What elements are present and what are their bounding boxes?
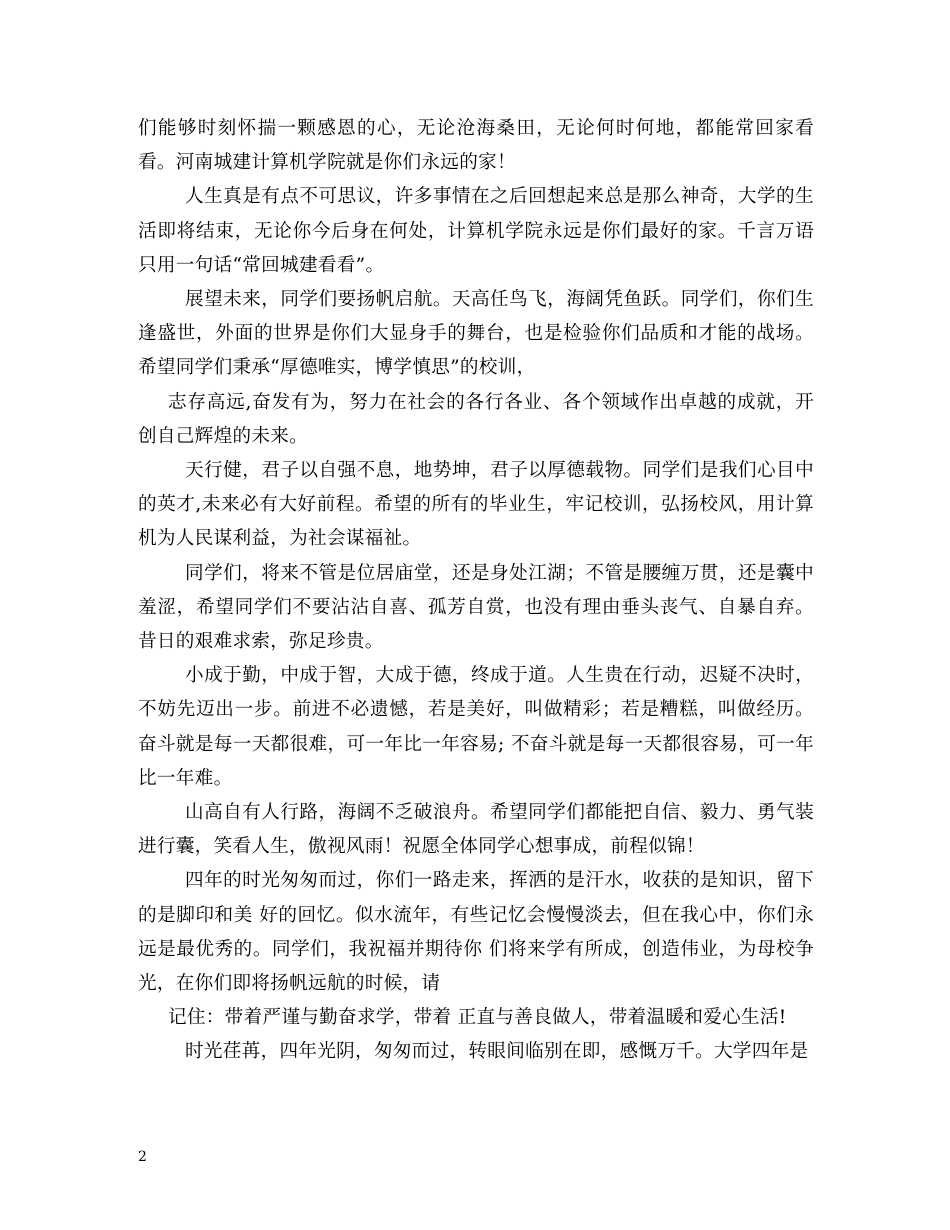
paragraph: 人生真是有点不可思议，许多事情在之后回想起来总是那么神奇，大学的生活即将结束，无论你今后身在何处，计算机学院永远是你们最好的家。千言万语只用一句话“常回城建看看”。 [138,186,814,276]
paragraph: 同学们，将来不管是位居庙堂，还是身处江湖；不管是腰缠万贯，还是囊中羞涩，希望同学们不要沾沾自喜、孤芳自赏，也没有理由垂头丧气、自暴自弃。昔日的艰难求索，弥足珍贵。 [138,562,814,653]
page-number: 2 [138,1149,147,1165]
paragraph: 四年的时光匆匆而过，你们一路走来，挥洒的是汗水，收获的是知识，留下的是脚印和美 好的回忆。似水流年，有些记忆会慢慢淡去，但在我心中，你们永远是最优秀的。同学们，我祝福并期待你 们将来学有所成，创造伟业，为母校争光，在你们即将扬帆远航的时候，请 [138,870,814,995]
paragraph-continuation: 们能够时刻怀揣一颗感恩的心，无论沧海桑田，无论何时何地，都能常回家看看。河南城建计算机学院就是你们永远的家！ [138,118,814,174]
paragraph: 时光荏苒，四年光阴，匆匆而过，转眼间临别在即，感慨万千。大学四年是 [185,1041,809,1063]
paragraph: 山高自有人行路，海阔不乏破浪舟。希望同学们都能把自信、毅力、勇气装进行囊，笑看人生，傲视风雨！祝愿全体同学心想事成，前程似锦！ [138,802,814,858]
paragraph: 天行健，君子以自强不息，地势坤，君子以厚德载物。同学们是我们心目中的英才,未来必有大好前程。希望的所有的毕业生，牢记校训，弘扬校风，用计算机为人民谋利益，为社会谋福祉。 [138,460,814,550]
paragraph: 展望未来，同学们要扬帆启航。天高任鸟飞，海阔凭鱼跃。同学们，你们生逢盛世，外面的世界是你们大显身手的舞台，也是检验你们品质和才能的战场。希望同学们秉承“厚德唯实，博学慎思”的校训， [138,289,814,379]
body-text [138,112,814,1070]
paragraph: 小成于勤，中成于智，大成于德，终成于道。人生贵在行动，迟疑不决时，不妨先迈出一步。前进不必遗憾，若是美好，叫做精彩；若是糟糕，叫做经历。奋斗就是每一天都很难，可一年比一年容易; 不奋斗就是每一天都很容易，可一年比一年难。 [138,665,814,789]
paragraph: 记住：带着严谨与勤奋求学，带着 正直与善良做人，带着温暖和爱心生活! [168,1007,787,1029]
paragraph: 志存高远,奋发有为，努力在社会的各行各业、各个领域作出卓越的成就，开创自己辉煌的未来。 [138,391,814,447]
